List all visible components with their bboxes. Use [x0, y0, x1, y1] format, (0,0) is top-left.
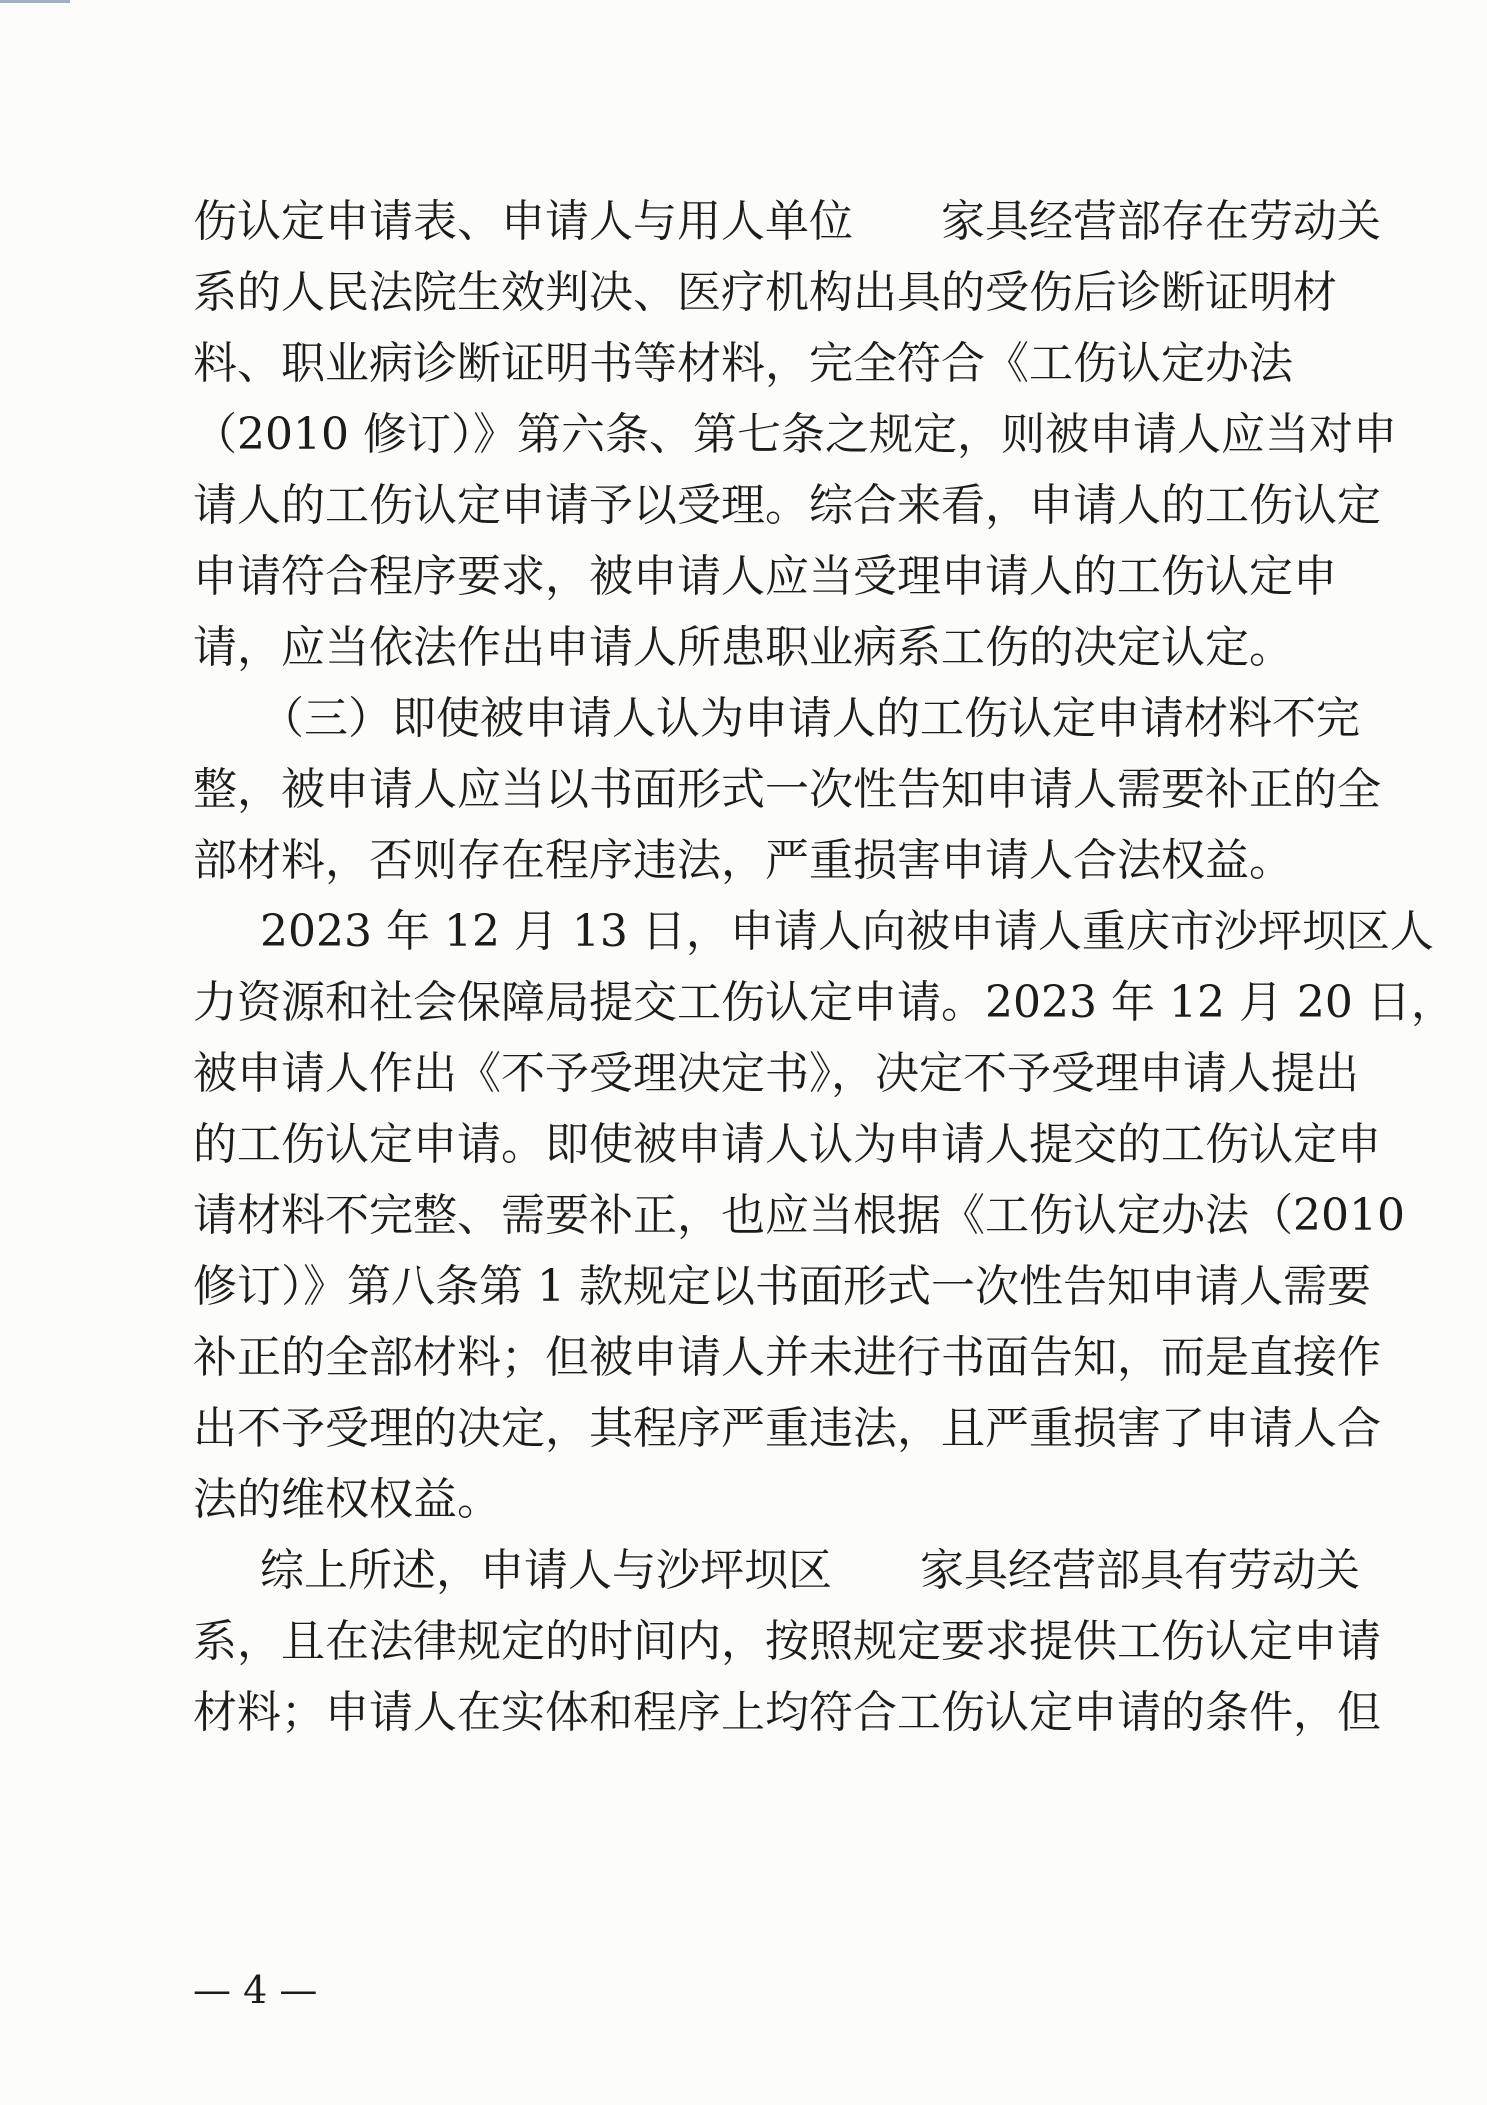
text-line: 系的人民法院生效判决、医疗机构出具的受伤后诊断证明材: [193, 267, 1337, 318]
text-line: 力资源和社会保障局提交工伤认定申请。2023 年 12 月 20 日，: [193, 977, 1455, 1028]
text-line: 申请符合程序要求，被申请人应当受理申请人的工伤认定申: [193, 551, 1337, 602]
text-line: 材料；申请人在实体和程序上均符合工伤认定申请的条件，但: [193, 1687, 1381, 1738]
text-line: 请，应当依法作出申请人所患职业病系工伤的决定认定。: [193, 622, 1293, 673]
text-line: 法的维权权益。: [193, 1474, 501, 1525]
text-line: （2010 修订）》第六条、第七条之规定，则被申请人应当对申: [193, 409, 1397, 460]
text-line: 请人的工伤认定申请予以受理。综合来看，申请人的工伤认定: [193, 480, 1381, 531]
paragraph-heading-line: （三）即使被申请人认为申请人的工伤认定申请材料不完: [260, 693, 1360, 744]
scan-edge-mark: [0, 0, 70, 3]
text-line: 的工伤认定申请。即使被申请人认为申请人提交的工伤认定申: [193, 1119, 1381, 1170]
text-line: 料、职业病诊断证明书等材料，完全符合《工伤认定办法: [193, 338, 1293, 389]
text-line: 系，且在法律规定的时间内，按照规定要求提供工伤认定申请: [193, 1616, 1381, 1667]
text-line: 补正的全部材料；但被申请人并未进行书面告知，而是直接作: [193, 1332, 1381, 1383]
text-line: 请材料不完整、需要补正，也应当根据《工伤认定办法（2010: [193, 1190, 1405, 1241]
paragraph-first-line: 2023 年 12 月 13 日，申请人向被申请人重庆市沙坪坝区人: [260, 906, 1434, 957]
text-line: 部材料，否则存在程序违法，严重损害申请人合法权益。: [193, 835, 1293, 886]
text-line: 整，被申请人应当以书面形式一次性告知申请人需要补正的全: [193, 764, 1381, 815]
text-line: 被申请人作出《不予受理决定书》，决定不予受理申请人提出: [193, 1048, 1359, 1099]
page-number: — 4 —: [193, 1968, 318, 2012]
text-line: 出不予受理的决定，其程序严重违法，且严重损害了申请人合: [193, 1403, 1381, 1454]
text-line: 伤认定申请表、申请人与用人单位 家具经营部存在劳动关: [193, 196, 1381, 247]
text-line: 修订）》第八条第 1 款规定以书面形式一次性告知申请人需要: [193, 1261, 1371, 1312]
paragraph-first-line: 综上所述，申请人与沙坪坝区 家具经营部具有劳动关: [260, 1545, 1360, 1596]
